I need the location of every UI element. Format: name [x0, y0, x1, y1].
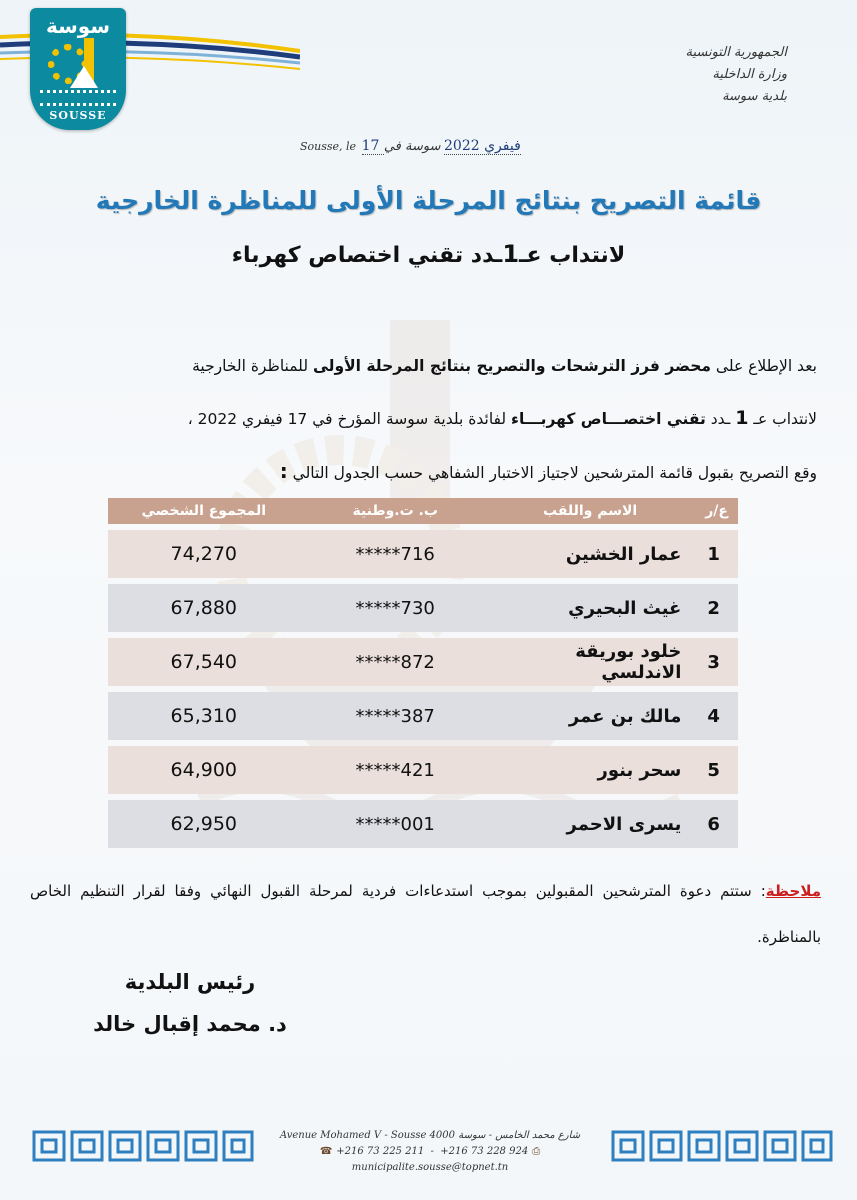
boat-icon: [70, 66, 98, 88]
page-title: قائمة التصريح بنتائج المرحلة الأولى للمناظرة الخارجية: [95, 186, 762, 215]
row-id-value: *****387: [355, 705, 435, 727]
dateline: [300, 138, 523, 154]
header-republic: الجمهورية التونسية: [685, 45, 787, 60]
row-score: 65,310: [108, 692, 300, 740]
row-name: عمار الخشين: [491, 530, 689, 578]
row-id: [300, 530, 491, 578]
row-id: [300, 800, 491, 848]
intro-paragraph: [50, 340, 817, 499]
row-id-value: *****716: [355, 543, 435, 565]
row-name: غيث البحيري: [491, 584, 689, 632]
footer-phone: +216 73 225 211: [336, 1146, 425, 1157]
para-text: ـدد: [705, 410, 736, 428]
row-id-value: *****001: [355, 813, 435, 835]
waves-icon: [40, 90, 116, 106]
para-bold: محضر فرز الترشحات والتصريح بنتائج المرحلة الأولى: [312, 357, 711, 375]
dateline-ar-prefix: سوسة في: [383, 139, 441, 154]
row-name: سحر بنور: [491, 746, 689, 794]
para-number: 1: [735, 407, 749, 429]
row-name: خلود بوريقة الاندلسي: [491, 638, 689, 686]
row-index: 3: [689, 638, 738, 686]
row-index: 5: [689, 746, 738, 794]
row-score: 74,270: [108, 530, 300, 578]
header-ministry: وزارة الداخلية: [712, 67, 787, 82]
footer-email: municipalite.sousse@topnet.tn: [351, 1162, 509, 1173]
footer-address-fr: Avenue Mohamed V - Sousse 4000: [279, 1130, 456, 1141]
subtitle-number: 1: [502, 240, 520, 268]
footer-address: [260, 1128, 600, 1144]
para-text: لانتداب عـ: [748, 410, 817, 428]
row-id: [300, 692, 491, 740]
footer-ornament-left: [32, 1128, 254, 1164]
para-bold: تقني اختصـــاص كهربـــاء: [511, 410, 706, 428]
row-score: 67,880: [108, 584, 300, 632]
subtitle-part-a: لانتداب عـ: [519, 243, 626, 268]
para-colon: :: [279, 459, 288, 483]
phone-icon: ☎: [319, 1146, 333, 1157]
row-score: 64,900: [108, 746, 300, 794]
sousse-logo: [30, 8, 126, 130]
header-score: المجموع الشخصي: [108, 498, 300, 524]
subtitle-part-b: ـدد تقني اختصاص كهرباء: [231, 243, 503, 268]
row-index: 1: [689, 530, 738, 578]
row-score: 67,540: [108, 638, 300, 686]
row-id-value: *****872: [355, 651, 435, 673]
table-row: [108, 584, 738, 632]
header-name: الاسم واللقب: [491, 498, 689, 524]
row-index: 4: [689, 692, 738, 740]
row-id: [300, 584, 491, 632]
fax-icon: ⎙: [532, 1146, 541, 1157]
footer-fax: +216 73 228 924: [440, 1146, 529, 1157]
row-name: مالك بن عمر: [491, 692, 689, 740]
row-score: 62,950: [108, 800, 300, 848]
footer-ornament-right: [611, 1128, 833, 1164]
results-table: [108, 492, 738, 854]
footer-address-ar: شارع محمد الخامس - سوسة: [458, 1130, 581, 1141]
header-municipality: بلدية سوسة: [722, 89, 787, 104]
note-label: ملاحظة: [765, 882, 821, 900]
note-paragraph: [30, 868, 821, 960]
table-row: [108, 746, 738, 794]
row-id-value: *****730: [355, 597, 435, 619]
table-header-row: [108, 498, 738, 524]
row-id: [300, 746, 491, 794]
note-text: : ستتم دعوة المترشحين المقبولين بموجب استدعاءات فردية لمرحلة القبول النهائي وفقا لقرار التنظيم الخاص بالمناظرة.: [30, 882, 821, 946]
para-text: لفائدة بلدية سوسة المؤرخ في 17 فيفري 2022 ،: [187, 410, 512, 428]
header-id: ب. ت.وطنية: [300, 498, 491, 524]
dateline-fr-prefix: Sousse, le: [300, 140, 357, 153]
row-id: [300, 638, 491, 686]
para-text: وقع التصريح بقبول قائمة المترشحين لاجتياز الاختبار الشفاهي حسب الجدول التالي: [287, 464, 817, 482]
para-text: للمناظرة الخارجية: [192, 357, 313, 375]
para-text: بعد الإطلاع على: [711, 357, 817, 375]
footer-phones: ☎ +216 73 225 211 - +216 73 228 924 ⎙: [319, 1146, 541, 1157]
page-subtitle: [0, 240, 857, 268]
table-row: [108, 530, 738, 578]
signature-title: رئيس البلدية: [124, 970, 256, 994]
row-index: 2: [689, 584, 738, 632]
row-id-value: *****421: [355, 759, 435, 781]
logo-top-text: سوسة: [45, 14, 110, 38]
table-row: [108, 692, 738, 740]
logo-name: SOUSSE: [49, 109, 107, 122]
footer-contact: [260, 1128, 600, 1176]
document-date: 17 فيفري 2022: [361, 138, 521, 154]
table-row: [108, 638, 738, 686]
header-index: ع/ر: [689, 498, 738, 524]
signature-name: د. محمد إقبال خالد: [93, 1012, 287, 1036]
table-row: [108, 800, 738, 848]
administration-header: [685, 42, 787, 108]
row-name: يسرى الاحمر: [491, 800, 689, 848]
row-index: 6: [689, 800, 738, 848]
